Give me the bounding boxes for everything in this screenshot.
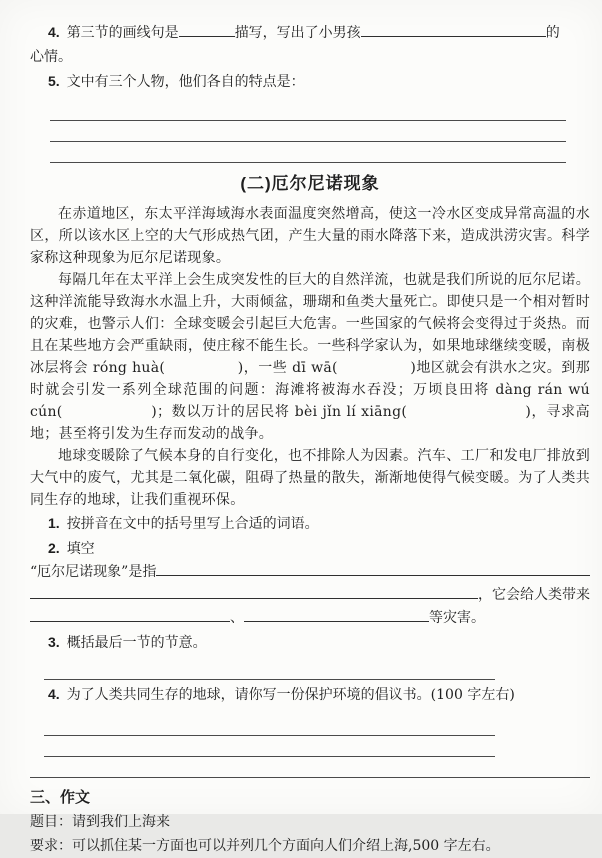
reading-question-3	[30, 630, 590, 655]
question-4-text-1: 第三节的画线句是	[66, 25, 179, 41]
question-2-fill-line-2	[30, 584, 590, 607]
reading-question-4	[30, 682, 590, 707]
top-questions	[30, 20, 590, 163]
reading-questions	[30, 511, 590, 778]
answer-line	[30, 757, 590, 778]
question-4r-number: 4.	[48, 686, 60, 702]
question-5-text: 文中有三个人物，他们各自的特点是：	[66, 74, 305, 90]
reading-question-1	[30, 511, 590, 536]
question-4-line-cont	[30, 45, 590, 69]
question-4-text-4: 心情。	[30, 49, 72, 65]
answer-line	[44, 736, 495, 757]
passage-paragraph-2: 每隔几年在太平洋上会生成突发性的巨大的自然洋流，也就是我们所说的厄尔尼诺。这种洋流能导致海水水温上升，大雨倾盆，珊瑚和鱼类大量死亡。即使只是一个相对暂时的灾难，也警示人们：全球变暖会引起巨大危害。一些国家的气候将会变得过于炎热。而且在某些地方会严重缺雨，使庄稼不能生长。一些科学家认为，如果地球继续变暖，南极冰层将会 róng huà( )，一些 dī wā( )地区就会有洪水之灾。到那时就会引发一系列全球范围的问题：海滩将被海水吞没；万顷良田将 dàng rán wú cún( )；数以万计的居民将 bèi jǐn lí xiāng( )，寻求高地；甚至将引发为生存而发动的战争。	[30, 272, 590, 442]
inline-blank	[361, 24, 546, 37]
composition-topic: 题目：请到我们上海来	[30, 814, 170, 830]
answer-line	[50, 121, 566, 142]
answer-line	[44, 659, 495, 680]
question-4-number: 4.	[48, 24, 60, 40]
inline-blank	[179, 24, 235, 37]
fill-separator: 、	[230, 610, 244, 626]
question-5-answer-lines	[50, 100, 566, 163]
question-4r-text: 为了人类共同生存的地球，请你写一份保护环境的倡议书。(100 字左右)	[66, 687, 515, 703]
question-5-line	[30, 69, 590, 94]
passage-paragraph-1: 在赤道地区，东太平洋海域海水表面温度突然增高，使这一冷水区变成异常高温的水区，所以该水区上空的大气形成热气团，产生大量的雨水降落下来，造成洪涝灾害。科学家称这种现象为厄尔尼诺现象。	[30, 206, 590, 266]
question-4-answer-lines	[44, 715, 495, 757]
question-3-text: 概括最后一节的节意。	[66, 635, 207, 651]
composition-heading: 三、作文	[30, 789, 91, 806]
question-4-text-2: 描写，写出了小男孩	[234, 25, 361, 41]
composition-section	[30, 786, 590, 858]
question-1-text: 按拼音在文中的括号里写上合适的词语。	[66, 516, 319, 532]
fill-lead-text: “厄尔尼诺现象”是指	[30, 564, 157, 580]
inline-blank	[156, 563, 590, 576]
question-1-number: 1.	[48, 515, 60, 531]
question-4-answer-line-full	[30, 757, 590, 778]
reading-passage	[30, 171, 590, 511]
question-2-text: 填空	[66, 541, 95, 557]
answer-line	[50, 142, 566, 163]
passage-paragraph-3: 地球变暖除了气候本身的自行变化，也不排除人为因素。汽车、工厂和发电厂排放到大气中的废气，尤其是二氧化碳，阻碍了热量的散失，渐渐地使得气候变暖。为了人类共同生存的地球，让我们重视环保。	[30, 448, 590, 508]
question-3-answer-lines	[44, 659, 495, 680]
inline-blank	[244, 609, 429, 622]
question-5-number: 5.	[48, 73, 60, 89]
reading-question-2	[30, 536, 590, 561]
question-4-line	[30, 20, 590, 45]
question-2-number: 2.	[48, 540, 60, 556]
answer-line	[44, 715, 495, 736]
inline-blank	[30, 609, 230, 622]
inline-blank	[30, 586, 478, 599]
answer-line	[50, 100, 566, 121]
fill-mid-text: ，它会给人类带来	[478, 587, 590, 603]
question-2-fill-line-1	[30, 561, 590, 584]
composition-requirement: 要求：可以抓住某一方面也可以并列几个方面向人们介绍上海,500 字左右。	[30, 838, 500, 854]
question-2-fill-line-3	[30, 607, 590, 630]
passage-title: (二)厄尔尼诺现象	[240, 174, 380, 193]
question-3-number: 3.	[48, 634, 60, 650]
fill-tail-text: 等灾害。	[429, 610, 485, 626]
question-4-text-3: 的	[545, 25, 560, 41]
